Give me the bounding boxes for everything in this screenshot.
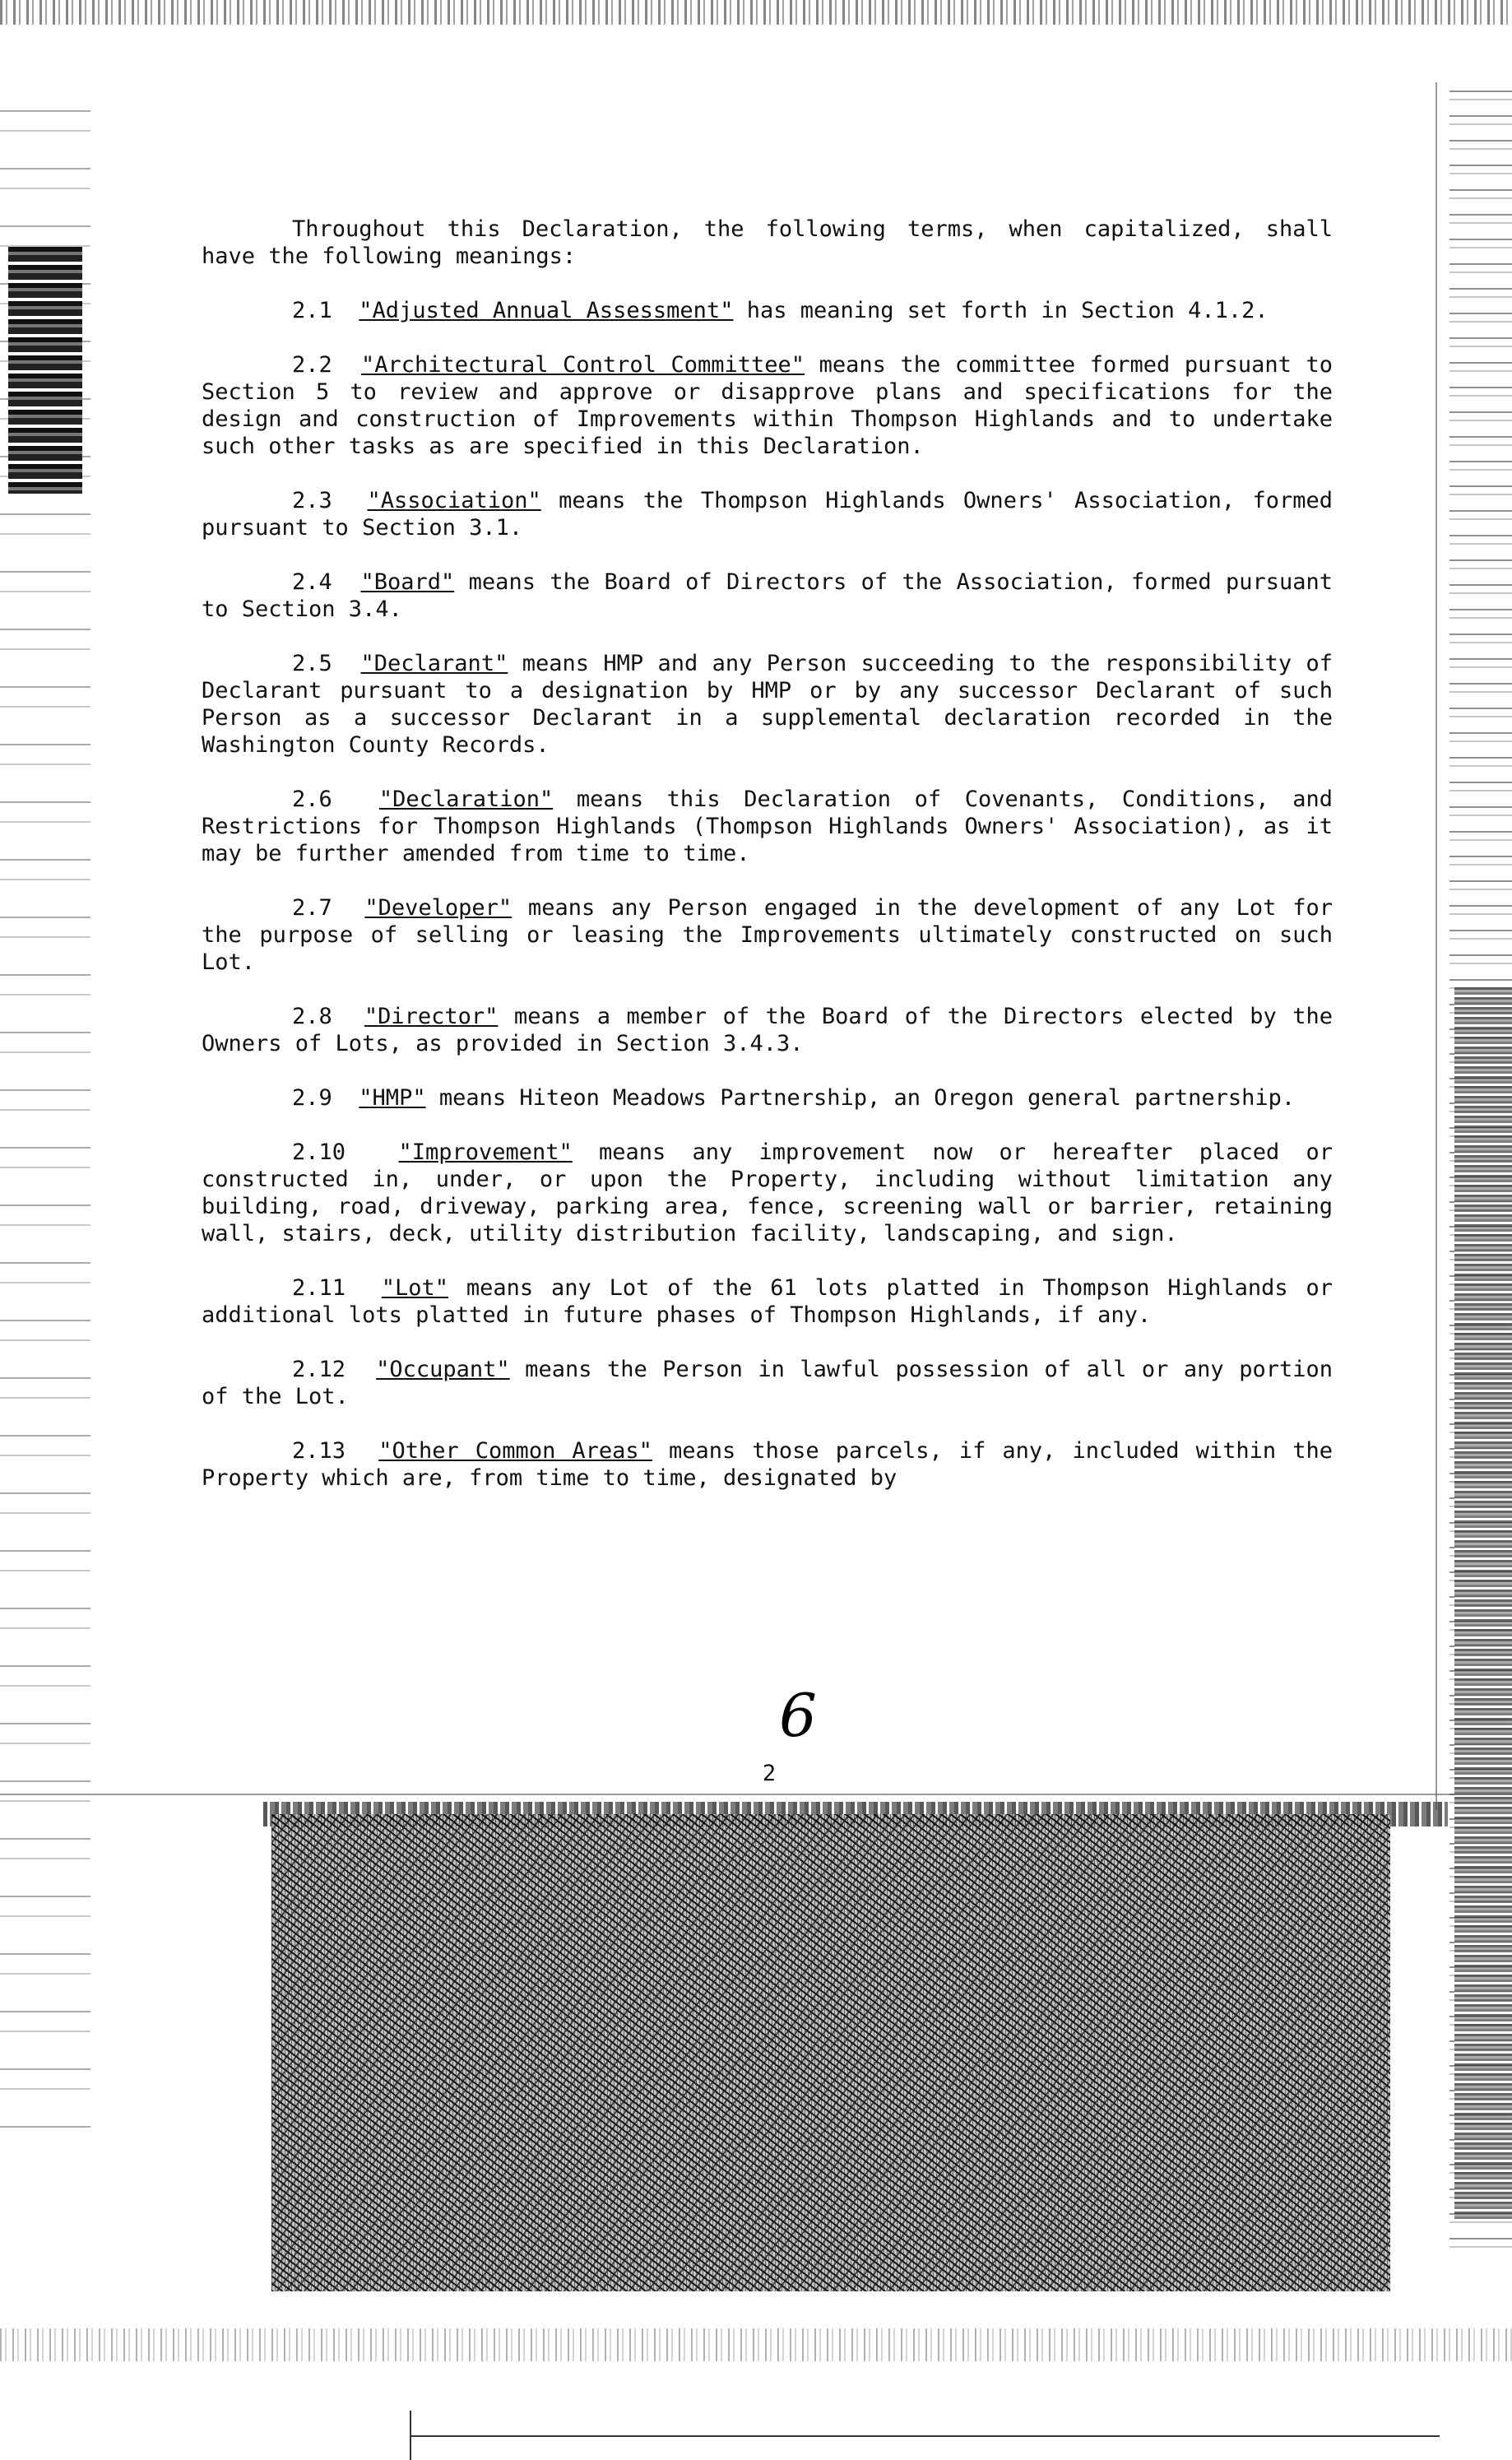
page-number: 2 — [762, 1761, 777, 1786]
def-num: 2.7 — [292, 895, 332, 921]
def-num: 2.9 — [292, 1085, 332, 1111]
definition-2-10 — [202, 1139, 1333, 1247]
definition-2-4 — [202, 569, 1333, 623]
def-term: "Developer" — [364, 895, 513, 921]
def-text: means any Lot of the 61 lots platted in Thompson Highlands or additional lots platted in future phases of Thompson Highlands, if any. — [202, 1275, 1333, 1328]
def-term: "Occupant" — [376, 1357, 510, 1382]
definition-2-9 — [202, 1084, 1333, 1112]
def-num: 2.8 — [292, 1004, 332, 1029]
definition-2-7 — [202, 894, 1333, 976]
def-text: has meaning set forth in Section 4.1.2. — [733, 298, 1269, 323]
def-text: means any Person engaged in the development of any Lot for the purpose of selling or leasing the Improvements ultimately constructed on such Lot. — [202, 895, 1333, 975]
scan-noise-top — [0, 0, 1512, 25]
def-term: "Architectural Control Committee" — [360, 352, 805, 378]
scan-noise-right-dark — [1454, 987, 1512, 2221]
def-text: means the committee formed pursuant to Section 5 to review and approve or disapprove plans and specifications for the design and construction of Improvements within Thompson Highlands and to undertake such other tasks as are specified in this Declaration. — [202, 352, 1333, 459]
def-text: means any improvement now or hereafter placed or constructed in, under, or upon the Property, including without limitation any building, road, driveway, parking area, fence, screening wall or barrier, retaining wall, stairs, deck, utility distribution facility, landscaping, and sign. — [202, 1139, 1333, 1246]
def-num: 2.3 — [292, 488, 332, 513]
definition-2-3 — [202, 487, 1333, 541]
recording-stamp-mark — [8, 247, 82, 494]
def-term: "Other Common Areas" — [378, 1438, 652, 1464]
def-num: 2.2 — [292, 352, 332, 378]
intro-paragraph — [202, 216, 1333, 270]
def-num: 2.5 — [292, 651, 332, 676]
def-term: "HMP" — [359, 1085, 426, 1111]
declaration-text — [202, 216, 1333, 1519]
def-num: 2.11 — [292, 1275, 346, 1301]
def-text: means HMP and any Person succeeding to the responsibility of Declarant pursuant to a designation by HMP or by any successor Declarant of such Person as a successor Declarant in a supplemental declaration recorded in the Washington County Records. — [202, 651, 1333, 758]
def-term: "Improvement" — [398, 1139, 573, 1165]
bottom-rule — [411, 2435, 1440, 2437]
def-term: "Lot" — [381, 1275, 449, 1301]
def-text: means the Person in lawful possession of all or any portion of the Lot. — [202, 1357, 1333, 1409]
intro-text: Throughout this Declaration, the following terms, when capitalized, shall have the following meanings: — [202, 216, 1333, 269]
def-term: "Adjusted Annual Assessment" — [359, 298, 734, 323]
scan-noise-bottom — [0, 2328, 1512, 2361]
def-term: "Association" — [367, 488, 541, 513]
scan-speckle-area — [271, 1814, 1390, 2291]
def-term: "Declarant" — [360, 651, 508, 676]
page-edge — [1435, 82, 1437, 1810]
definition-2-8 — [202, 1003, 1333, 1057]
definition-2-13 — [202, 1437, 1333, 1492]
def-num: 2.1 — [292, 298, 332, 323]
scan-edge — [0, 1794, 1512, 1795]
def-term: "Director" — [364, 1004, 499, 1029]
definition-2-5 — [202, 650, 1333, 759]
definition-2-2 — [202, 351, 1333, 460]
def-text: means this Declaration of Covenants, Conditions, and Restrictions for Thompson Highlands (Thompson Highlands Owners' Association), as it may be further amended from time to time. — [202, 787, 1333, 866]
def-term: "Board" — [360, 569, 455, 595]
def-text: means the Board of Directors of the Association, formed pursuant to Section 3.4. — [202, 569, 1333, 622]
def-text: means the Thompson Highlands Owners' Association, formed pursuant to Section 3.1. — [202, 488, 1333, 541]
definition-2-1 — [202, 297, 1333, 324]
definition-2-12 — [202, 1356, 1333, 1410]
def-num: 2.13 — [292, 1438, 346, 1464]
def-num: 2.6 — [292, 787, 332, 812]
def-term: "Declaration" — [378, 787, 554, 812]
def-num: 2.12 — [292, 1357, 346, 1382]
def-num: 2.4 — [292, 569, 332, 595]
definition-2-6 — [202, 786, 1333, 867]
def-text: means those parcels, if any, included within the Property which are, from time to time, designated by — [202, 1438, 1333, 1491]
handwritten-page-mark: 6 — [779, 1681, 817, 1750]
def-num: 2.10 — [292, 1139, 346, 1165]
definition-2-11 — [202, 1274, 1333, 1329]
def-text: means a member of the Board of the Directors elected by the Owners of Lots, as provided in Section 3.4.3. — [202, 1004, 1333, 1056]
def-text: means Hiteon Meadows Partnership, an Oregon general partnership. — [425, 1085, 1296, 1111]
